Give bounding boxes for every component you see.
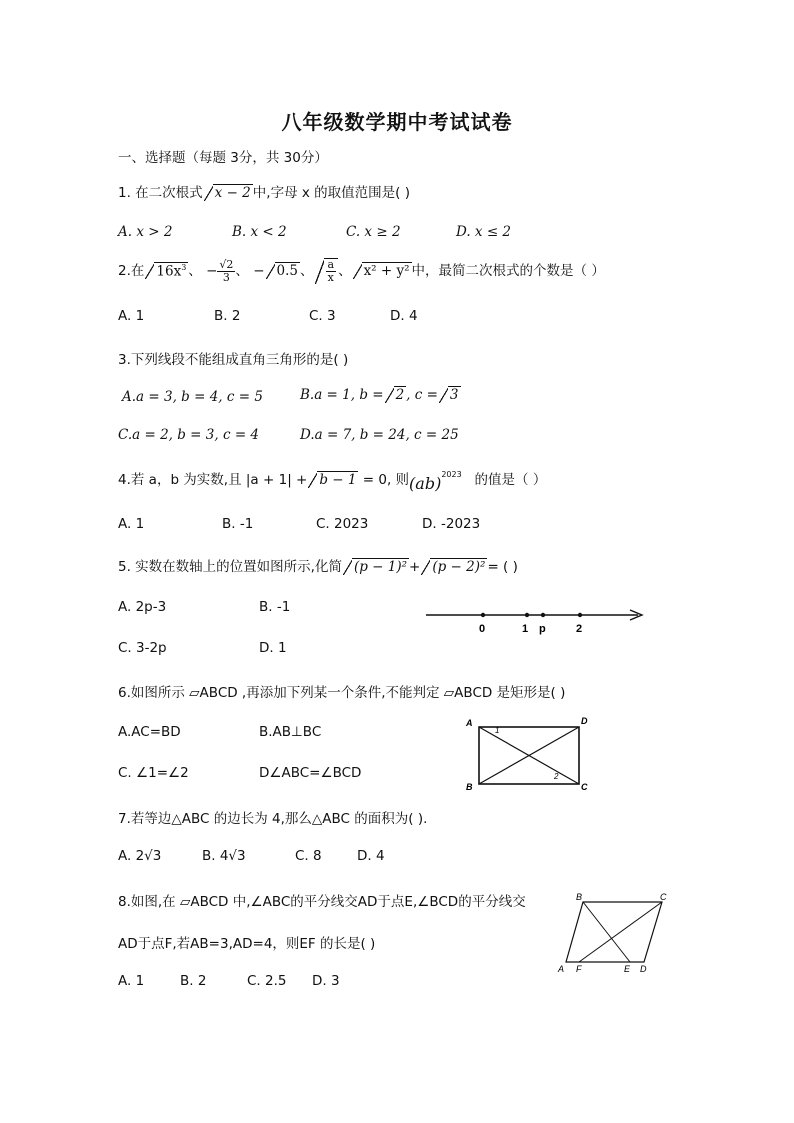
- q7-option-a: A. 2√3: [118, 848, 162, 864]
- q2-stem-b: 中，最简二次根式的个数是（ ）: [411, 263, 605, 279]
- q6-option-d: D∠ABC=∠BCD: [259, 765, 362, 781]
- question-1: [118, 181, 410, 201]
- question-8-line-1: 8.如图,在 ▱ABCD 中,∠ABC的平分线交AD于点E,∠BCD的平分线交: [118, 894, 526, 910]
- axis-label-2: 2: [576, 623, 583, 635]
- parallelogram-figure: [552, 888, 677, 980]
- svg-text:B: B: [466, 782, 473, 792]
- q5-option-d: D. 1: [259, 640, 287, 656]
- svg-text:A: A: [466, 718, 473, 728]
- q4-stem-a: 4.若 a，b 为实数,且 |a + 1| +: [118, 472, 308, 488]
- q1-option-b: B. x < 2: [232, 224, 287, 240]
- q1-stem-b: 中,字母 x 的取值范围是( ): [252, 185, 410, 201]
- q3-option-b: B.a = 1, b = 2 , c = 3: [300, 387, 459, 403]
- svg-text:E: E: [624, 964, 631, 974]
- q4-option-c: C. 2023: [316, 516, 369, 532]
- question-2: 2.在 $16x^3$ 、 − $\frac{√2}{3}$ 、 − 0.5 、 $\frac{a}{x}$ 、 x² + y² 中，最简二次根式的个数是（ ）: [118, 257, 605, 284]
- q1-option-d: D. x ≤ 2: [456, 224, 512, 240]
- axis-label-0: 0: [479, 623, 486, 635]
- question-5: 5. 实数在数轴上的位置如图所示,化简 (p − 1)² + (p − 2)² = ( ): [118, 559, 518, 575]
- q4-option-b: B. -1: [222, 516, 254, 532]
- q1-option-c: C. x ≥ 2: [346, 224, 401, 240]
- question-7: 7.若等边△ABC 的边长为 4,那么△ABC 的面积为( ).: [118, 811, 428, 827]
- q2-radical-3: 0.5: [266, 262, 300, 279]
- q6-option-a: A.AC=BD: [118, 724, 181, 740]
- q7-option-c: C. 8: [295, 848, 322, 864]
- q4-radical: b − 1: [308, 471, 358, 488]
- svg-text:1: 1: [495, 726, 500, 735]
- q2-stem-a: 2.在: [118, 263, 145, 279]
- question-6: 6.如图所示 ▱ABCD ,再添加下列某一个条件,不能判定 ▱ABCD 是矩形是( ): [118, 685, 566, 701]
- number-line-figure: [420, 600, 655, 640]
- q3-option-d: D.a = 7, b = 24, c = 25: [300, 427, 459, 443]
- q5-stem-a: 5. 实数在数轴上的位置如图所示,化简: [118, 559, 342, 575]
- q2-radical-4: $\frac{a}{x}$: [315, 258, 339, 284]
- q3-option-a: A.a = 3, b = 4, c = 5: [122, 389, 263, 405]
- q4-option-d: D. -2023: [422, 516, 481, 532]
- svg-text:F: F: [576, 964, 582, 974]
- q5-stem-b: = ( ): [487, 559, 518, 575]
- svg-text:D: D: [581, 716, 588, 726]
- q3-option-c: C.a = 2, b = 3, c = 4: [118, 427, 260, 443]
- number-line-point-0: [481, 613, 485, 617]
- question-8-line-2: AD于点F,若AB=3,AD=4，则EF 的长是( ): [118, 936, 376, 952]
- number-line-point-2: [578, 613, 582, 617]
- q2-option-a: A. 1: [118, 308, 145, 324]
- q8-option-a: A. 1: [118, 973, 145, 989]
- q6-option-c: C. ∠1=∠2: [118, 765, 189, 781]
- svg-text:B: B: [576, 892, 583, 902]
- q4-option-a: A. 1: [118, 516, 145, 532]
- q5-option-b: B. -1: [259, 599, 291, 615]
- q4-power-base: (ab): [409, 474, 442, 493]
- q8-option-c: C. 2.5: [247, 973, 287, 989]
- q5-radical-1: (p − 1)²: [343, 558, 409, 575]
- svg-text:2: 2: [554, 772, 559, 781]
- section-heading: 一、选择题（每题 3分，共 30分）: [118, 150, 328, 166]
- q5-option-a: A. 2p-3: [118, 599, 167, 615]
- q2-option-d: D. 4: [390, 308, 418, 324]
- q2-radical-5: x² + y²: [353, 262, 412, 279]
- question-3: 3.下列线段不能组成直角三角形的是( ): [118, 352, 349, 368]
- q1-option-a: A. x > 2: [118, 224, 173, 240]
- q2-radical-1: $16x^3$: [145, 262, 188, 280]
- q6-option-b: B.AB⊥BC: [259, 724, 322, 740]
- svg-text:C: C: [581, 782, 588, 792]
- q2-option-c: C. 3: [309, 308, 336, 324]
- q5-radical-2: (p − 2)²: [421, 558, 487, 575]
- rectangle-figure: [462, 712, 597, 794]
- axis-label-1: 1: [522, 623, 529, 635]
- q2-fraction-1: $\frac{√2}{3}$: [219, 257, 234, 284]
- q7-option-d: D. 4: [357, 848, 385, 864]
- q8-option-d: D. 3: [312, 973, 340, 989]
- axis-label-p: p: [539, 623, 546, 635]
- q1-stem-a: 1. 在二次根式: [118, 185, 203, 201]
- svg-text:C: C: [660, 892, 667, 902]
- q7-option-b: B. 4√3: [202, 848, 246, 864]
- svg-text:D: D: [640, 964, 647, 974]
- q4-exponent: 2023: [441, 469, 462, 479]
- number-line-point-p: [541, 613, 545, 617]
- page-title: 八年级数学期中考试试卷: [281, 110, 513, 134]
- q2-option-b: B. 2: [214, 308, 241, 324]
- number-line-point-1: [525, 613, 529, 617]
- q1-radical: x − 2: [204, 184, 253, 201]
- svg-text:A: A: [558, 964, 565, 974]
- q8-option-b: B. 2: [180, 973, 207, 989]
- q5-option-c: C. 3-2p: [118, 640, 167, 656]
- question-4: 4.若 a，b 为实数,且 |a + 1| + b − 1 = 0, 则(ab)$^{2023}$ 的值是（ ）: [118, 469, 547, 493]
